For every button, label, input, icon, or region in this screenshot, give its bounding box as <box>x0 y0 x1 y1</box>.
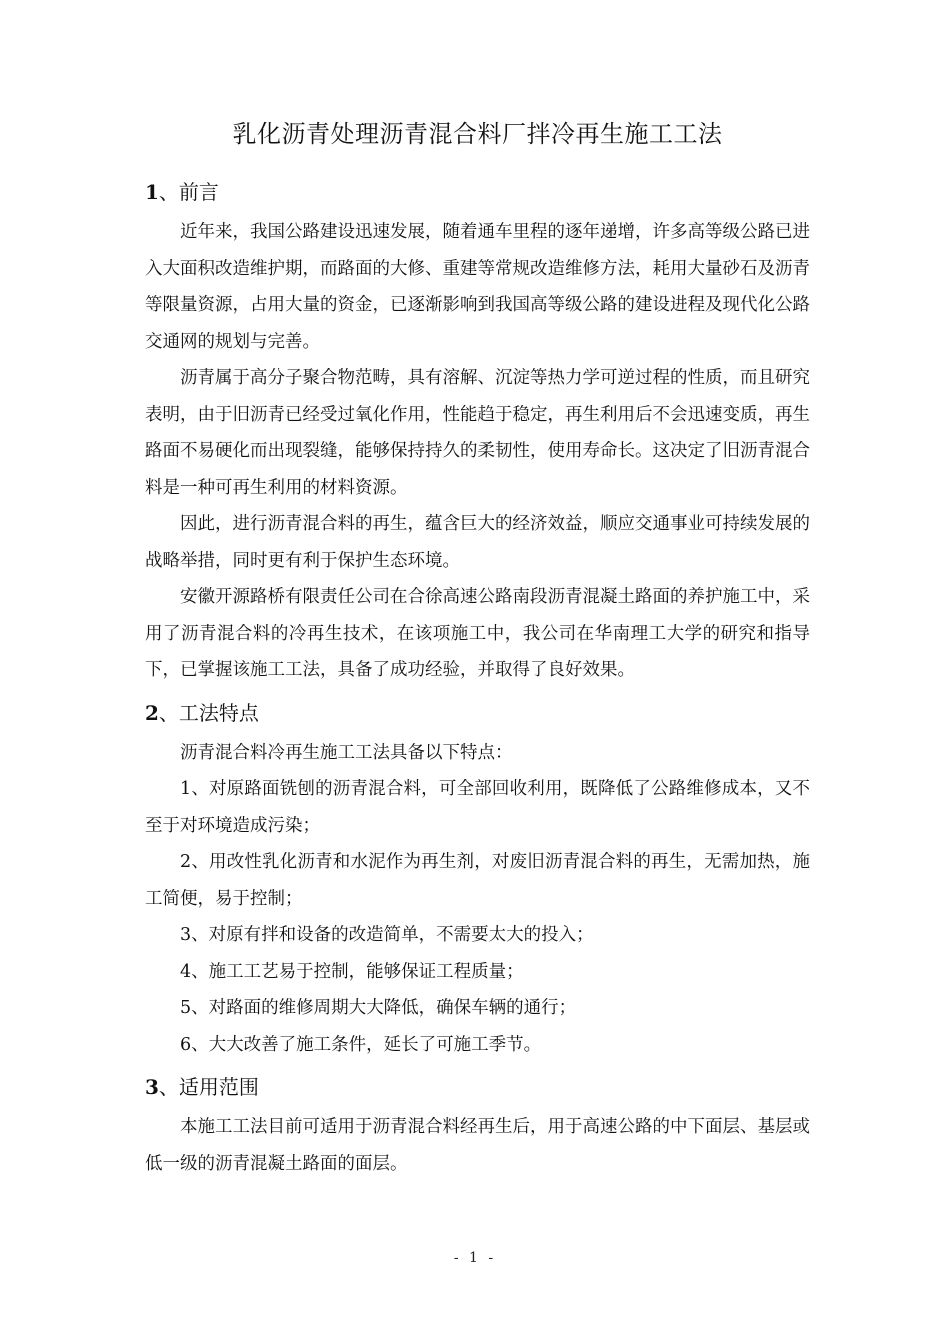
section-heading <box>145 693 810 733</box>
section-scope <box>145 1067 810 1182</box>
document-body <box>145 112 810 1182</box>
section-preface <box>145 172 810 689</box>
list-item: 6、大大改善了施工条件，延长了可施工季节。 <box>180 1034 542 1055</box>
list-item: 1、对原路面铣刨的沥青混合料，可全部回收利用，既降低了公路维修成本，又不至于对环境造成污染； <box>145 779 810 836</box>
section-title: 、适用范围 <box>158 1075 259 1099</box>
paragraph: 沥青属于高分子聚合物范畴，具有溶解、沉淀等热力学可逆过程的性质，而且研究表明，由于旧沥青已经受过氧化作用，性能趋于稳定，再生利用后不会迅速变质，再生路面不易硬化而出现裂缝，能够保持持久的柔韧性，使用寿命长。这决定了旧沥青混合料是一种可再生利用的材料资源。 <box>145 368 810 498</box>
section-features <box>145 693 810 1064</box>
section-number: 1 <box>145 180 159 204</box>
document-title: 乳化沥青处理沥青混合料厂拌冷再生施工工法 <box>232 120 723 148</box>
section-title: 、前言 <box>158 180 219 204</box>
page-number: - 1 - <box>453 1250 497 1266</box>
section-heading <box>145 1067 810 1107</box>
section-number: 2 <box>145 700 159 725</box>
paragraph: 近年来，我国公路建设迅速发展，随着通车里程的逐年递增，许多高等级公路已进入大面积改造维护期，而路面的大修、重建等常规改造维修方法，耗用大量砂石及沥青等限量资源，占用大量的资金，已逐渐影响到我国高等级公路的建设进程及现代化公路交通网的规划与完善。 <box>145 222 810 352</box>
list-intro: 沥青混合料冷再生施工工法具备以下特点： <box>180 742 513 763</box>
paragraph: 安徽开源路桥有限责任公司在合徐高速公路南段沥青混凝土路面的养护施工中，采用了沥青混合料的冷再生技术，在该项施工中，我公司在华南理工大学的研究和指导下，已掌握该施工工法，具备了成功经验，并取得了良好效果。 <box>145 587 810 680</box>
list-item: 4、施工工艺易于控制，能够保证工程质量； <box>180 961 524 982</box>
section-number: 3 <box>145 1075 159 1099</box>
paragraph: 本施工工法目前可适用于沥青混合料经再生后，用于高速公路的中下面层、基层或低一级的沥青混凝土路面的面层。 <box>145 1117 810 1174</box>
paragraph: 因此，进行沥青混合料的再生，蕴含巨大的经济效益，顺应交通事业可持续发展的战略举措，同时更有利于保护生态环境。 <box>145 514 810 571</box>
section-heading <box>145 172 810 212</box>
section-title: 、工法特点 <box>158 700 259 725</box>
list-item: 2、用改性乳化沥青和水泥作为再生剂，对废旧沥青混合料的再生，无需加热，施工简便，易于控制； <box>145 852 810 909</box>
list-item: 3、对原有拌和设备的改造简单，不需要太大的投入； <box>180 925 594 945</box>
list-item: 5、对路面的维修周期大大降低，确保车辆的通行； <box>180 998 577 1018</box>
